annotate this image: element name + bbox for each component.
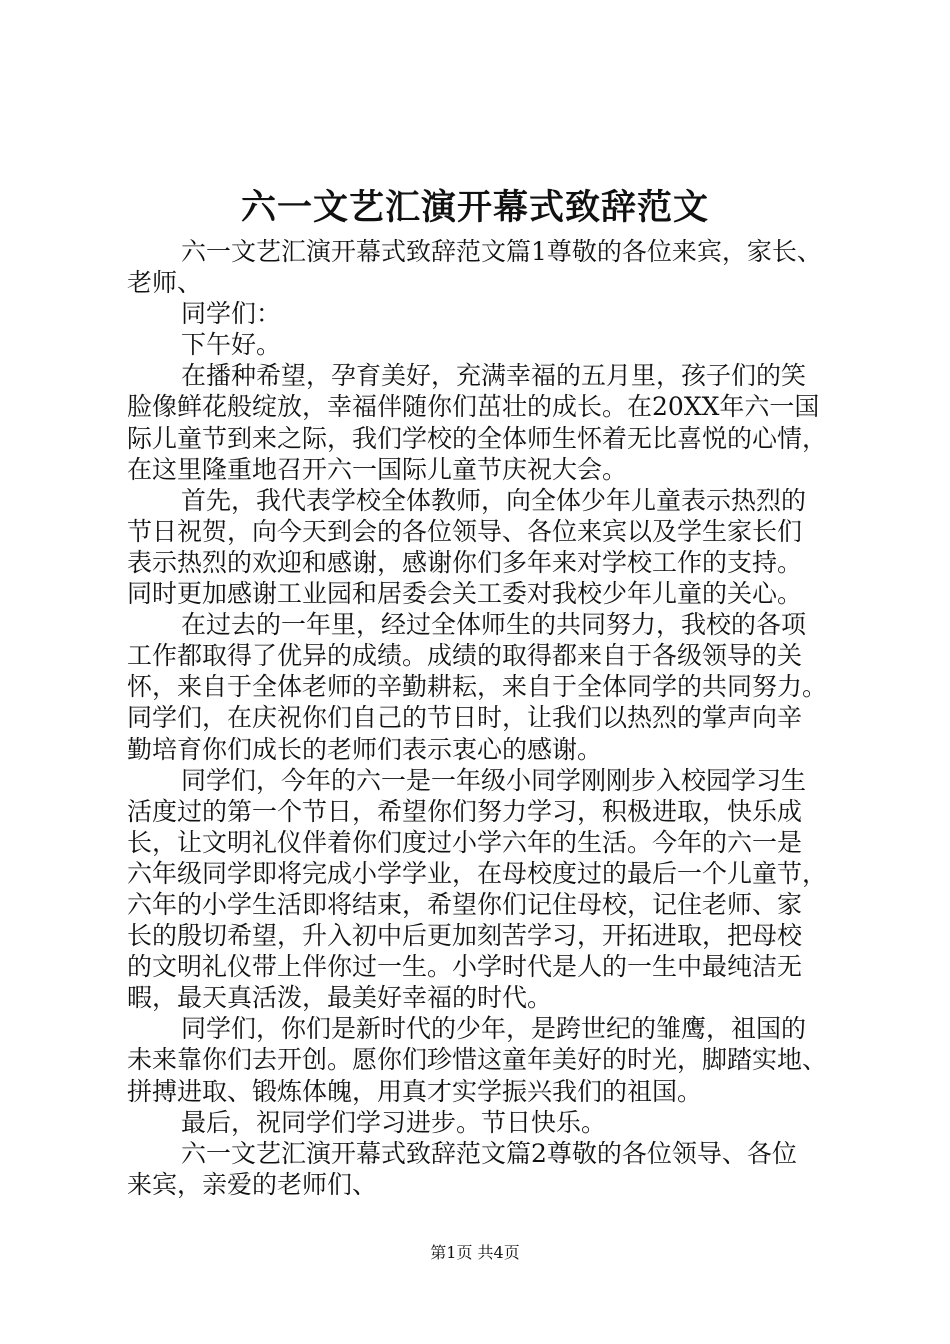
text-line: 来宾，亲爱的老师们、 bbox=[127, 1169, 378, 1199]
text-line: 同学们： bbox=[181, 299, 282, 329]
text-line: 下午好。 bbox=[181, 330, 282, 360]
text-line: 长的殷切希望，升入初中后更加刻苦学习，开拓进取，把母校 bbox=[127, 921, 803, 951]
text-line: 工作都取得了优异的成绩。成绩的取得都来自于各级领导的关 bbox=[127, 641, 803, 671]
text-line: 活度过的第一个节日，希望你们努力学习，积极进取，快乐成 bbox=[127, 796, 803, 826]
text-line: 同时更加感谢工业园和居委会关工委对我校少年儿童的关心。 bbox=[127, 579, 803, 609]
text-line: 未来靠你们去开创。愿你们珍惜这童年美好的时光，脚踏实地、 bbox=[127, 1045, 828, 1075]
text-line: 最后，祝同学们学习进步。节日快乐。 bbox=[181, 1107, 607, 1137]
text-line: 六一文艺汇演开幕式致辞范文篇2尊敬的各位领导、各位 bbox=[181, 1138, 797, 1168]
text-line: 同学们，你们是新时代的少年，是跨世纪的雏鹰，祖国的 bbox=[181, 1014, 807, 1044]
text-line: 在播种希望，孕育美好，充满幸福的五月里，孩子们的笑 bbox=[181, 361, 807, 391]
text-line: 勤培育你们成长的老师们表示衷心的感谢。 bbox=[127, 734, 603, 764]
text-line: 在过去的一年里，经过全体师生的共同努力，我校的各项 bbox=[181, 610, 807, 640]
text-line: 六年的小学生活即将结束，希望你们记住母校，记住老师、家 bbox=[127, 889, 803, 919]
document-title: 六一文艺汇演开幕式致辞范文 bbox=[240, 187, 709, 228]
text-line: 六一文艺汇演开幕式致辞范文篇1尊敬的各位来宾，家长、 bbox=[181, 237, 822, 266]
text-line: 暇，最天真活泼，最美好幸福的时代。 bbox=[127, 983, 553, 1013]
text-line: 老师、 bbox=[127, 268, 203, 298]
text-line: 拼搏进取、锻炼体魄，用真才实学振兴我们的祖国。 bbox=[127, 1076, 703, 1106]
text-line: 表示热烈的欢迎和感谢，感谢你们多年来对学校工作的支持。 bbox=[127, 547, 803, 577]
text-line: 同学们，今年的六一是一年级小同学刚刚步入校园学习生 bbox=[181, 765, 807, 795]
text-line: 在这里隆重地召开六一国际儿童节庆祝大会。 bbox=[127, 454, 628, 484]
text-line: 的文明礼仪带上伴你过一生。小学时代是人的一生中最纯洁无 bbox=[127, 952, 803, 982]
text-line: 际儿童节到来之际，我们学校的全体师生怀着无比喜悦的心情， bbox=[127, 423, 828, 453]
text-line: 六年级同学即将完成小学学业，在母校度过的最后一个儿童节， bbox=[127, 858, 828, 888]
document-body bbox=[127, 236, 852, 1200]
text-line: 怀，来自于全体老师的辛勤耕耘，来自于全体同学的共同努力。 bbox=[127, 672, 828, 702]
text-line: 节日祝贺，向今天到会的各位领导、各位来宾以及学生家长们 bbox=[127, 516, 803, 546]
text-line: 同学们，在庆祝你们自己的节日时，让我们以热烈的掌声向辛 bbox=[127, 703, 803, 733]
text-line: 脸像鲜花般绽放，幸福伴随你们茁壮的成长。在20XX年六一国 bbox=[127, 392, 820, 422]
page-footer: 第1页 共4页 bbox=[430, 1243, 520, 1262]
text-line: 长，让文明礼仪伴着你们度过小学六年的生活。今年的六一是 bbox=[127, 827, 803, 857]
text-line: 首先，我代表学校全体教师，向全体少年儿童表示热烈的 bbox=[181, 485, 807, 515]
